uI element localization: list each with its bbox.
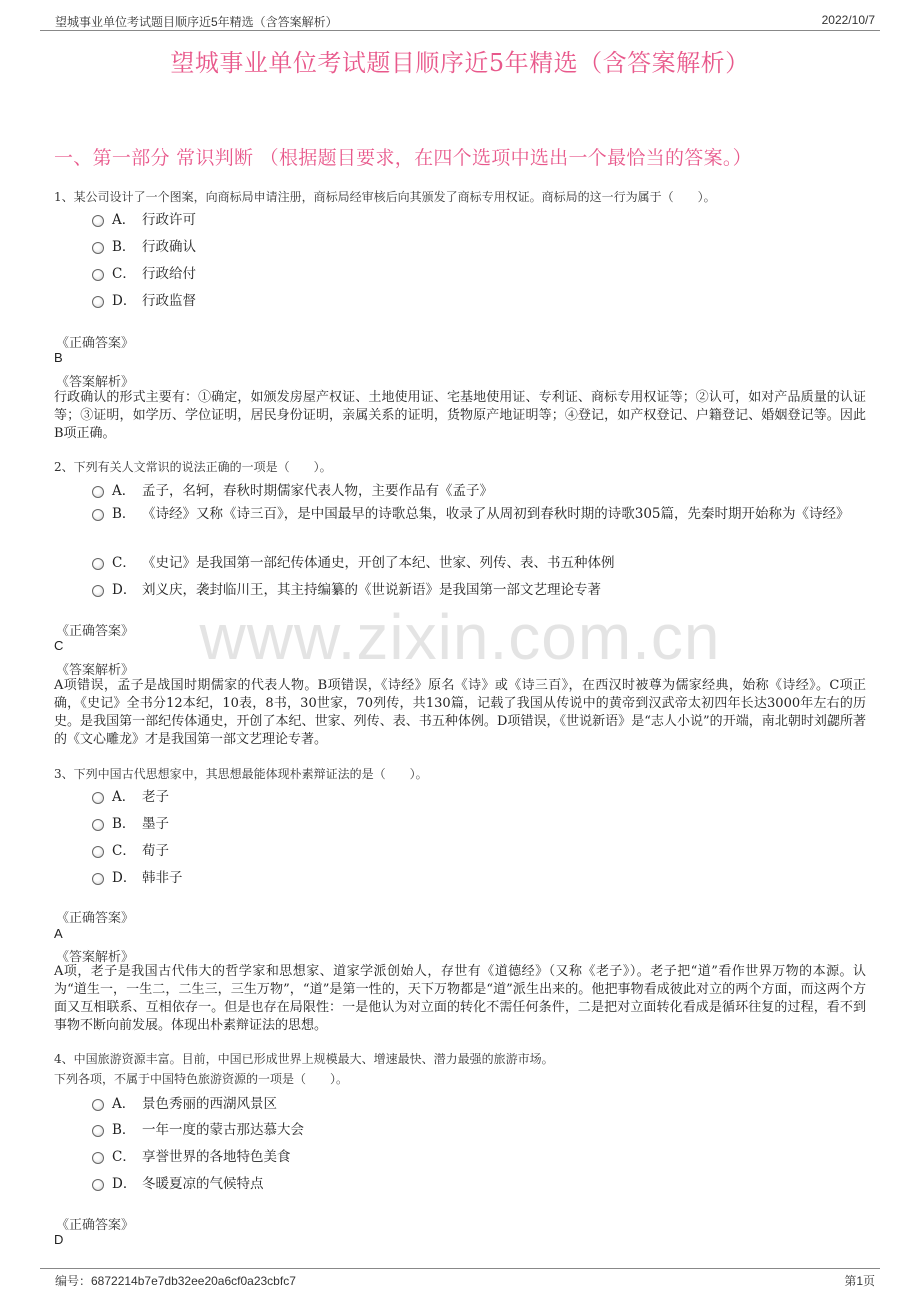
question-3-option-d[interactable]: [92, 866, 183, 886]
radio-icon[interactable]: [92, 792, 104, 804]
radio-icon[interactable]: [92, 242, 104, 254]
option-text: 墨子: [142, 816, 169, 832]
option-text: 行政确认: [142, 239, 196, 255]
option-letter: C．: [112, 1149, 136, 1165]
radio-icon[interactable]: [92, 1125, 104, 1137]
option-letter: A．: [112, 483, 136, 499]
option-letter: C．: [112, 266, 136, 282]
question-1-answer-label: 《正确答案》: [56, 336, 135, 351]
footer-divider: [40, 1268, 880, 1269]
question-4-option-c[interactable]: [92, 1145, 291, 1165]
radio-icon[interactable]: [92, 1179, 104, 1191]
page-footer: [55, 1272, 875, 1289]
radio-icon[interactable]: [92, 846, 104, 858]
option-text: 行政给付: [142, 266, 196, 282]
question-2-option-a[interactable]: [92, 479, 493, 499]
option-text: 刘义庆，袭封临川王，其主持编纂的《世说新语》是我国第一部文艺理论专著: [142, 582, 601, 598]
question-4-stem: 4、中国旅游资源丰富。目前，中国已形成世界上规模最大、增速最快、潜力最强的旅游市场。: [54, 1052, 554, 1066]
option-letter: D．: [112, 1176, 137, 1192]
footer-page-number: 第1页: [844, 1274, 875, 1288]
radio-icon[interactable]: [92, 1152, 104, 1164]
radio-icon[interactable]: [92, 1099, 104, 1111]
radio-icon[interactable]: [92, 486, 104, 498]
header-divider: [40, 30, 880, 31]
option-text: 一年一度的蒙古那达慕大会: [142, 1122, 304, 1138]
section-title: 一、第一部分 常识判断 （根据题目要求，在四个选项中选出一个最恰当的答案。）: [54, 147, 752, 169]
option-text: 景色秀丽的西湖风景区: [142, 1096, 277, 1112]
footer-doc-code: 编号：6872214b7e7db32ee20a6cf0a23cbfc7: [55, 1274, 296, 1288]
question-3-answer-label: 《正确答案》: [56, 911, 135, 926]
question-4-option-d[interactable]: [92, 1172, 264, 1192]
option-text: 老子: [142, 789, 169, 805]
radio-icon[interactable]: [92, 585, 104, 597]
option-letter: B．: [112, 816, 136, 832]
option-letter: D．: [112, 870, 137, 886]
option-letter: D．: [112, 293, 137, 309]
question-3-option-c[interactable]: [92, 839, 169, 859]
option-text: 孟子，名轲，春秋时期儒家代表人物，主要作品有《孟子》: [142, 483, 493, 499]
option-text: 冬暖夏凉的气候特点: [142, 1176, 264, 1192]
option-letter: A．: [112, 1096, 136, 1112]
option-letter: A．: [112, 212, 136, 228]
question-1-option-a[interactable]: [92, 208, 196, 228]
question-1-answer: B: [54, 350, 63, 365]
radio-icon[interactable]: [92, 819, 104, 831]
option-letter: B．: [112, 506, 136, 522]
radio-icon[interactable]: [92, 215, 104, 227]
option-text: 行政监督: [142, 293, 196, 309]
option-letter: B．: [112, 1122, 136, 1138]
question-2-explanation: A项错误，孟子是战国时期儒家的代表人物。B项错误，《诗经》原名《诗》或《诗三百》，在西汉时被尊为儒家经典，始称《诗经》。C项正确，《史记》全书分12本纪，10表，8书，30世家，70列传，共130篇，记载了我国从传说中的黄帝到汉武帝太初四年长达3000年左右的历史。是我国第一部纪传体通史，开创了本纪、世家、列传、表、书五种体例。D项错误，《世说新语》是“志人小说”的开端，南北朝时刘勰所著的《文心雕龙》才是我国第一部文艺理论专著。: [54, 678, 866, 747]
option-text: 《诗经》又称《诗三百》，是中国最早的诗歌总集，收录了从周初到春秋时期的诗歌305篇，先秦时期开始称为《诗经》: [142, 506, 850, 522]
question-3-explanation-label: 《答案解析》: [56, 950, 135, 965]
question-3-stem: 3、下列中国古代思想家中，其思想最能体现朴素辩证法的是（ ）。: [54, 767, 428, 781]
question-2-answer: C: [54, 638, 64, 653]
option-letter: C．: [112, 555, 136, 571]
question-2-option-c[interactable]: [92, 551, 615, 571]
option-text: 行政许可: [142, 212, 196, 228]
radio-icon[interactable]: [92, 558, 104, 570]
option-letter: A．: [112, 789, 136, 805]
option-text: 荀子: [142, 843, 169, 859]
option-letter: B．: [112, 239, 136, 255]
radio-icon[interactable]: [92, 269, 104, 281]
question-4-option-a[interactable]: [92, 1092, 277, 1112]
question-4-option-b[interactable]: [92, 1118, 304, 1138]
question-1-option-d[interactable]: [92, 289, 196, 309]
option-text: 享誉世界的各地特色美食: [142, 1149, 291, 1165]
question-1-explanation: 行政确认的形式主要有：①确定，如颁发房屋产权证、土地使用证、宅基地使用证、专利证、商标专用权证等；②认可，如对产品质量的认证等；③证明，如学历、学位证明，居民身份证明，亲属关系的证明，货物原产地证明等；④登记，如产权登记、户籍登记、婚姻登记等。因此B项正确。: [54, 390, 866, 441]
question-4-stem-line-2: 下列各项，不属于中国特色旅游资源的一项是（ ）。: [54, 1072, 349, 1086]
question-2-option-d[interactable]: [92, 578, 601, 598]
watermark: www.zixin.com.cn: [199, 601, 721, 673]
document-title: 望城事业单位考试题目顺序近5年精选（含答案解析）: [170, 49, 750, 77]
question-3-answer: A: [54, 926, 63, 941]
question-2-answer-label: 《正确答案》: [56, 624, 135, 639]
question-1-option-c[interactable]: [92, 262, 196, 282]
radio-icon[interactable]: [92, 873, 104, 885]
option-text: 《史记》是我国第一部纪传体通史，开创了本纪、世家、列传、表、书五种体例: [142, 555, 615, 571]
question-3-option-a[interactable]: [92, 785, 169, 805]
question-2-option-b[interactable]: [92, 503, 892, 526]
option-letter: D．: [112, 582, 137, 598]
question-4-answer: D: [54, 1232, 64, 1247]
question-2-explanation-label: 《答案解析》: [56, 663, 135, 678]
radio-icon[interactable]: [92, 296, 104, 308]
question-3-explanation: A项，老子是我国古代伟大的哲学家和思想家、道家学派创始人，存世有《道德经》（又称《老子》）。老子把“道”看作世界万物的本源。认为“道生一，一生二，二生三，三生万物”，“道”是第一性的，天下万物都是“道”派生出来的。他把事物看成彼此对立的两个方面，而这两个方面又互相联系、互相依存一。但是也存在局限性：一是他认为对立面的转化不需任何条件，二是把对立面转化看成是循环往复的过程，看不到事物不断向前发展。体现出朴素辩证法的思想。: [54, 964, 866, 1033]
option-text: 韩非子: [142, 870, 183, 886]
page-header: [55, 13, 875, 30]
question-4-answer-label: 《正确答案》: [56, 1218, 135, 1233]
question-1-option-b[interactable]: [92, 235, 196, 255]
question-2-stem: 2、下列有关人文常识的说法正确的一项是（ ）。: [54, 460, 332, 474]
option-letter: C．: [112, 843, 136, 859]
radio-icon[interactable]: [92, 509, 104, 521]
header-date: 2022/10/7: [821, 13, 875, 27]
question-1-stem: 1、某公司设计了一个图案，向商标局申请注册，商标局经审核后向其颁发了商标专用权证。商标局的这一行为属于（ ）。: [54, 190, 716, 204]
header-doc-name: 望城事业单位考试题目顺序近5年精选（含答案解析）: [55, 15, 338, 29]
question-1-explanation-label: 《答案解析》: [56, 375, 135, 390]
question-3-option-b[interactable]: [92, 812, 169, 832]
